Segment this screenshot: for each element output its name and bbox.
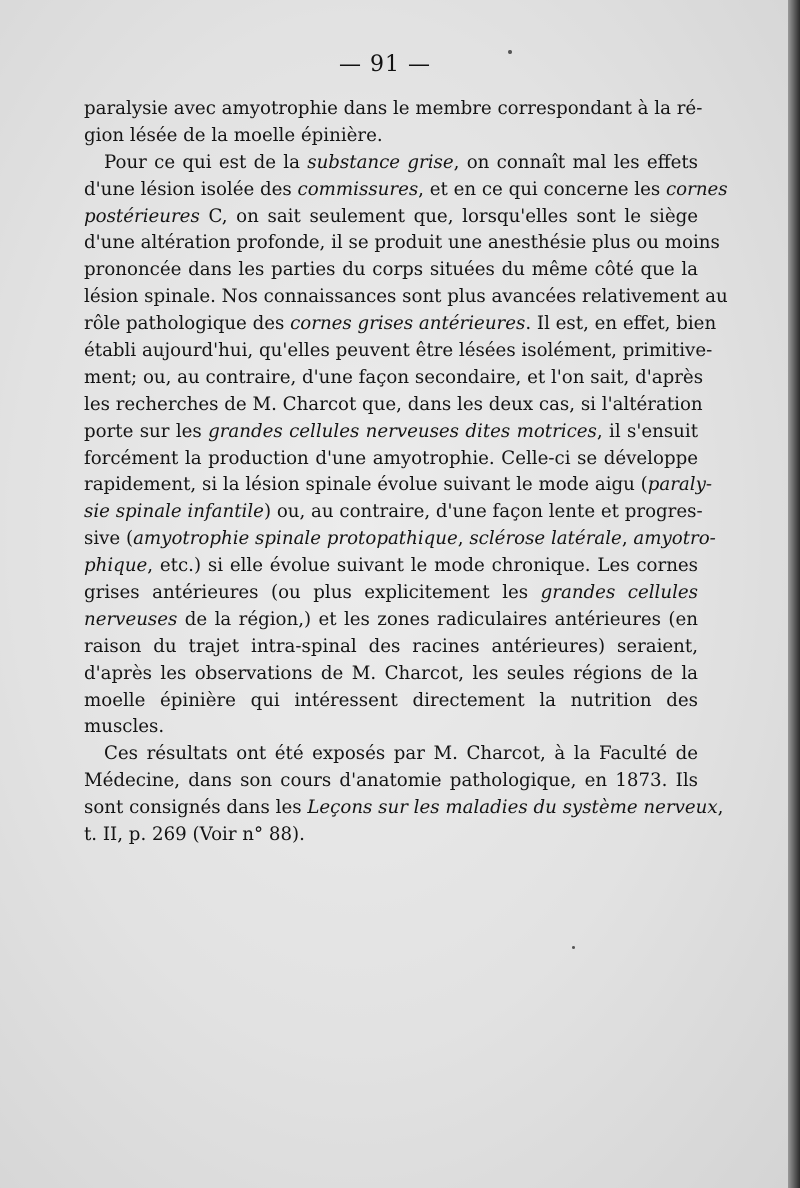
text-line: sie spinale infantile) ou, au contraire, d'une façon lente et progres- (84, 501, 703, 523)
text-line: d'après les observations de M. Charcot, les seules régions de la (84, 662, 698, 684)
text-line: établi aujourd'hui, qu'elles peuvent être lésées isolément, primitive- (84, 340, 713, 362)
body-text (84, 96, 728, 849)
text-line: postérieures C, on sait seulement que, lorsqu'elles sont le siège (84, 205, 698, 227)
text-line: Ces résultats ont été exposés par M. Charcot, à la Faculté de (104, 743, 698, 765)
italic-phrase: commissures (297, 178, 419, 200)
paragraph (84, 150, 728, 742)
text-line: paralysie avec amyotrophie dans le membre correspondant à la ré- (84, 98, 703, 119)
italic-phrase: grandes cellules nerveuses dites motrices (208, 420, 597, 442)
text-line: Pour ce qui est de la substance grise, on connaît mal les effets (104, 151, 698, 173)
text-line: d'une altération profonde, il se produit une anesthésie plus ou moins (84, 232, 720, 254)
italic-phrase: paraly- (647, 474, 713, 496)
paragraph (84, 741, 724, 849)
italic-phrase: Leçons sur les maladies du système nerveux (307, 797, 718, 819)
text-line: Médecine, dans son cours d'anatomie pathologique, en 1873. Ils (84, 770, 698, 792)
text-line: ment; ou, au contraire, d'une façon secondaire, et l'on sait, d'après (84, 366, 704, 388)
text-line: grises antérieures (ou plus explicitement les grandes cellules (84, 582, 698, 604)
italic-phrase: amyotrophie spinale protopathique (133, 528, 458, 550)
text-line: les recherches de M. Charcot que, dans les deux cas, si l'altération (84, 393, 703, 415)
text-line: moelle épinière qui intéressent directement la nutrition des (84, 689, 698, 711)
italic-phrase: amyotro- (633, 528, 716, 550)
italic-phrase: postérieures (84, 205, 200, 227)
italic-phrase: cornes grises antérieures (290, 313, 526, 335)
text-line: rapidement, si la lésion spinale évolue suivant le mode aigu (paraly- (84, 474, 713, 496)
italic-phrase: cornes (665, 178, 728, 200)
text-line: forcément la production d'une amyotrophie. Celle-ci se développe (84, 447, 698, 469)
text-line: d'une lésion isolée des commissures, et en ce qui concerne les cornes (84, 178, 728, 200)
page-number: — 91 — (339, 52, 431, 77)
text-line: lésion spinale. Nos connaissances sont plus avancées relativement au (84, 286, 728, 308)
text-line: t. II, p. 269 (Voir n° 88). (84, 824, 305, 846)
italic-phrase: grandes cellules (540, 582, 698, 604)
page-edge-shadow (788, 0, 800, 1188)
text-line: porte sur les grandes cellules nerveuses dites motrices, il s'ensuit (84, 420, 699, 442)
text-line: sont consignés dans les Leçons sur les maladies du système nerveux, (84, 797, 724, 819)
italic-phrase: substance grise (307, 151, 454, 173)
ink-speck (508, 50, 512, 54)
text-line: nerveuses de la région,) et les zones radiculaires antérieures (en (84, 608, 698, 630)
text-line: prononcée dans les parties du corps situées du même côté que la (84, 259, 698, 281)
italic-phrase: sie spinale infantile (84, 501, 264, 523)
text-line: phique, etc.) si elle évolue suivant le mode chronique. Les cornes (84, 555, 698, 577)
italic-phrase: phique (84, 555, 148, 577)
text-line: rôle pathologique des cornes grises antérieures. Il est, en effet, bien (84, 313, 717, 335)
text-line: sive (amyotrophie spinale protopathique, sclérose latérale, amyotro- (84, 528, 716, 550)
text-line: gion lésée de la moelle épinière. (84, 124, 383, 146)
text-line: raison du trajet intra-spinal des racines antérieures) seraient, (84, 635, 698, 657)
paragraph (84, 96, 703, 150)
italic-phrase: nerveuses (84, 608, 178, 630)
ink-speck (572, 946, 575, 949)
text-line: muscles. (84, 716, 165, 738)
italic-phrase: sclérose latérale (469, 528, 622, 550)
